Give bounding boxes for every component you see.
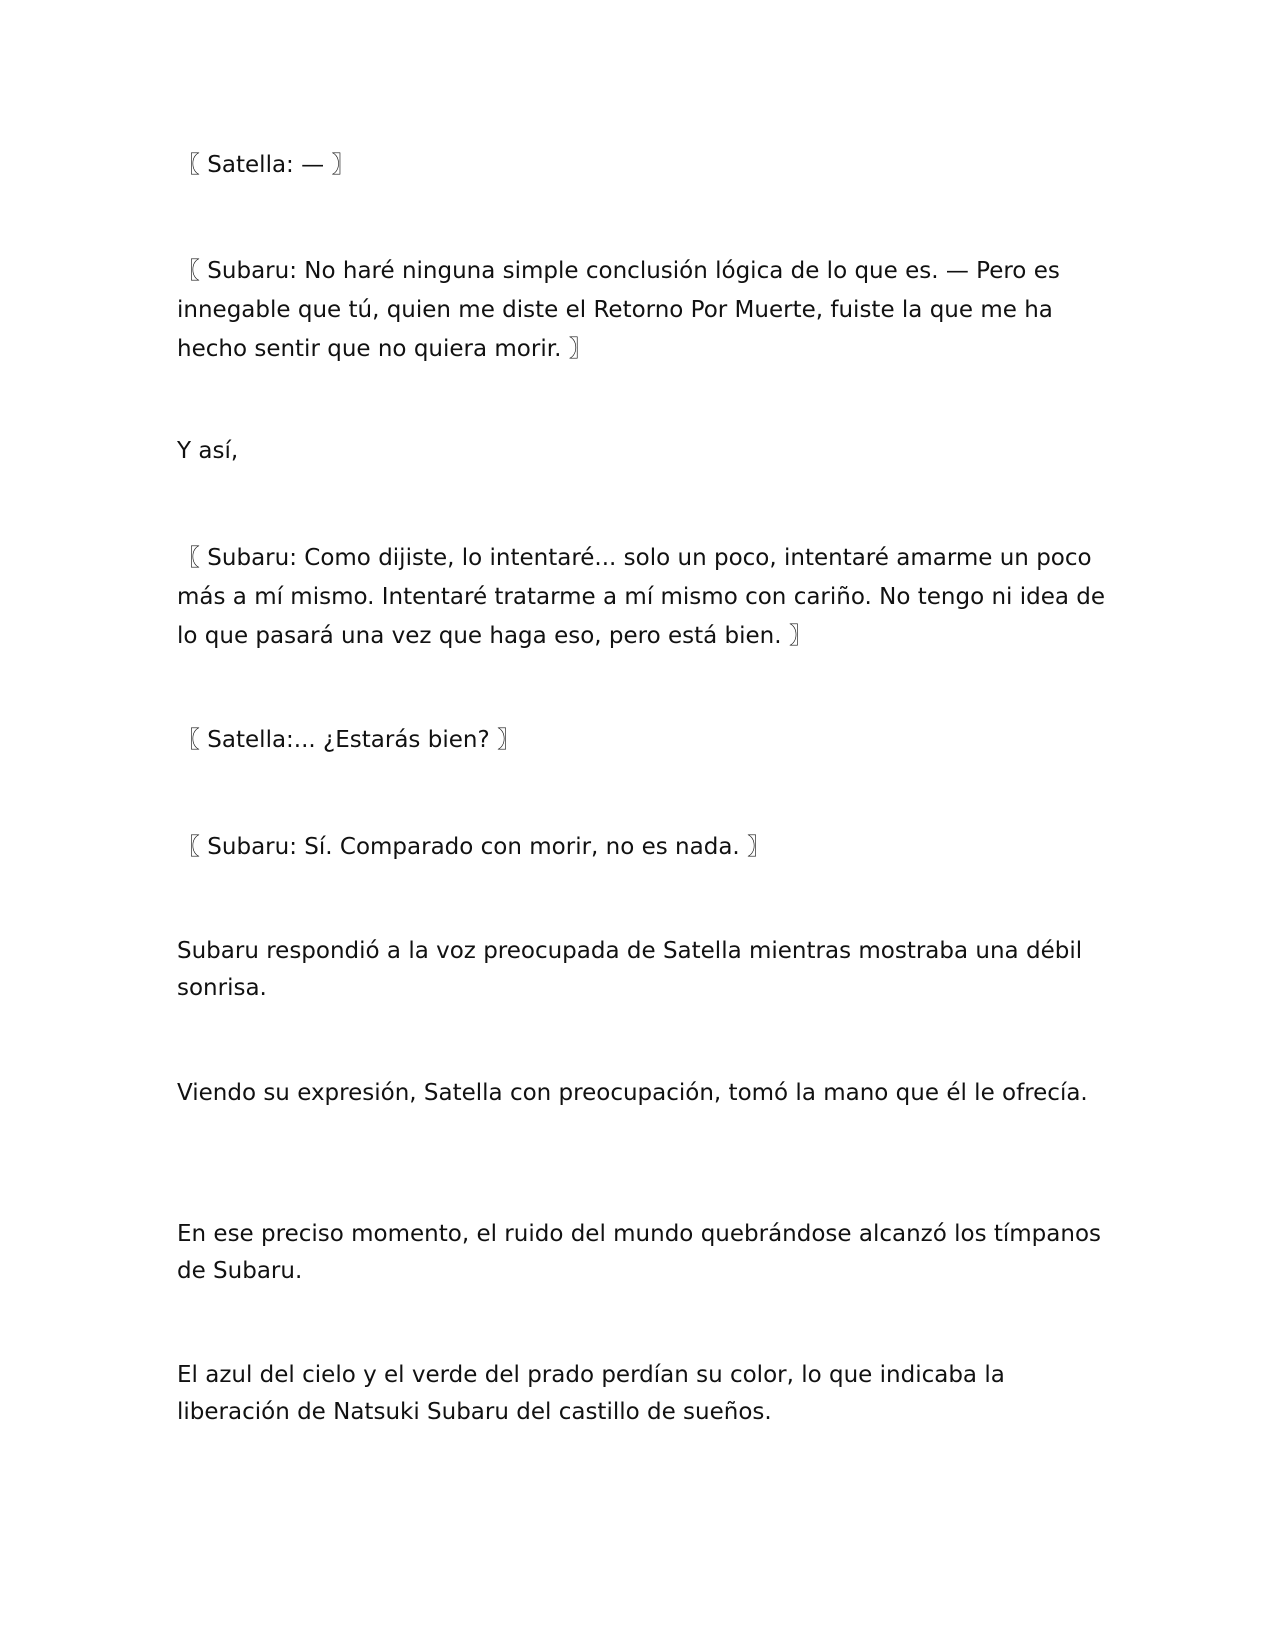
paragraph-satella-estaras-bien: 〖 Satella:... ¿Estarás bien? 〗 (177, 727, 520, 753)
paragraph-ruido-mundo: En ese preciso momento, el ruido del mundo quebrándose alcanzó los tímpanos de Subaru. (177, 1221, 1102, 1284)
paragraph-y-asi: Y así, (177, 438, 239, 464)
paragraph-subaru-conclusion: 〖 Subaru: No haré ninguna simple conclusión lógica de lo que es. — Pero es innegable que tú, quien me diste el Retorno Por Muerte, fuiste la que me ha hecho sentir que no quiera morir. 〗 (177, 258, 1060, 362)
paragraph-azul-cielo: El azul del cielo y el verde del prado perdían su color, lo que indicaba la liberación de Natsuki Subaru del castillo de sueños. (177, 1362, 1005, 1425)
paragraph-viendo-expresion: Viendo su expresión, Satella con preocupación, tomó la mano que él le ofrecía. (177, 1080, 1088, 1106)
paragraph-subaru-si: 〖 Subaru: Sí. Comparado con morir, no es nada. 〗 (177, 834, 771, 860)
paragraph-satella-dash: 〖 Satella: — 〗 (177, 152, 355, 178)
paragraph-subaru-intentare: 〖 Subaru: Como dijiste, lo intentaré... solo un poco, intentaré amarme un poco más a mí mismo. Intentaré tratarme a mí mismo con cariño. No tengo ni idea de lo que pasará una vez que haga eso, pero está bien. 〗 (177, 545, 1106, 649)
paragraph-subaru-respondio: Subaru respondió a la voz preocupada de Satella mientras mostraba una débil sonrisa. (177, 938, 1083, 1001)
